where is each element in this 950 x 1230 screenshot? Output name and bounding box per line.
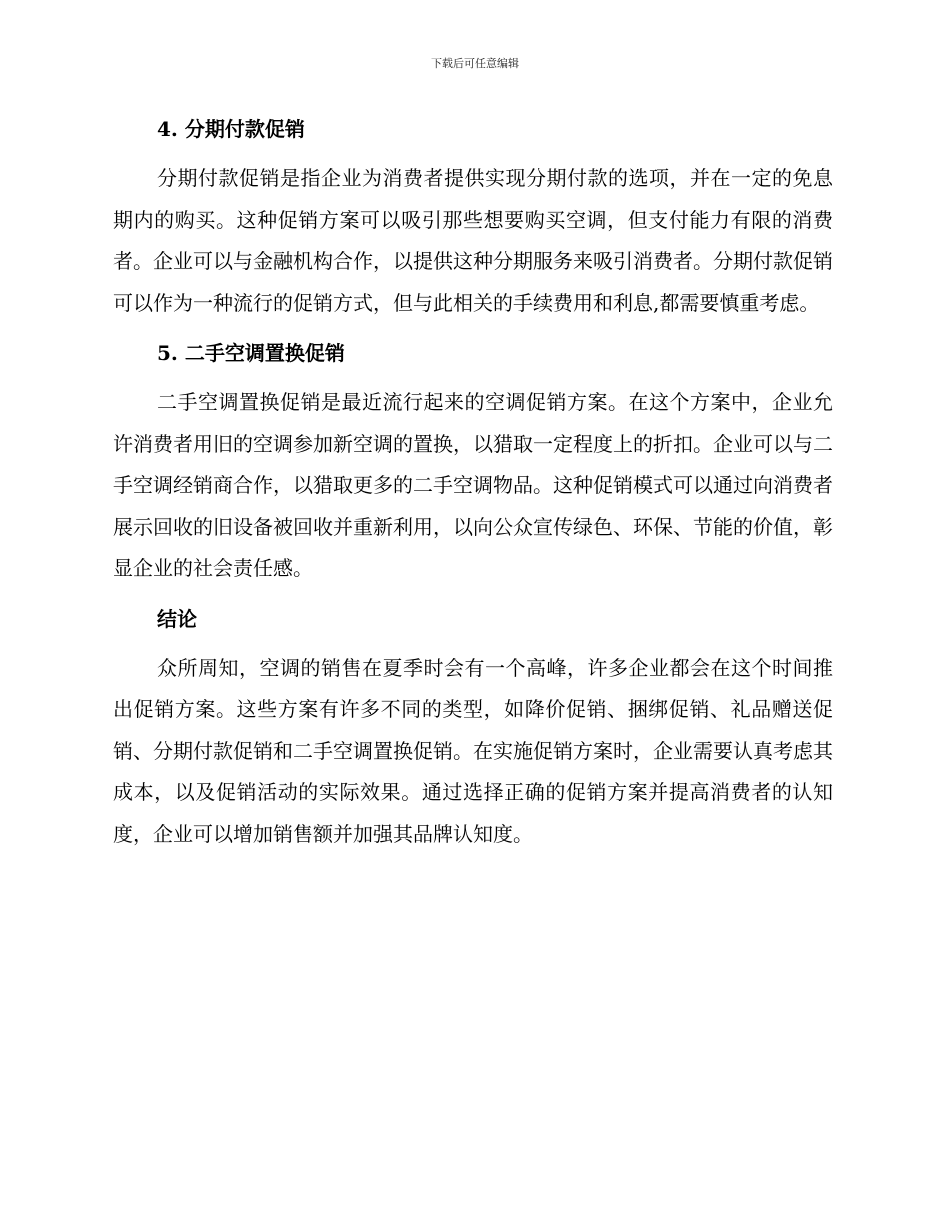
- section-heading: 结论: [157, 606, 197, 631]
- section-paragraph: 分期付款促销是指企业为消费者提供实现分期付款的选项，并在一定的免息期内的购买。这种促销方案可以吸引那些想要购买空调，但支付能力有限的消费者。企业可以与金融机构合作，以提供这种分期服务来吸引消费者。分期付款促销可以作为一种流行的促销方式，但与此相关的手续费用和利息,都需要慎重考虑。: [113, 166, 833, 315]
- section-paragraph: 二手空调置换促销是最近流行起来的空调促销方案。在这个方案中，企业允许消费者用旧的空调参加新空调的置换，以猎取一定程度上的折扣。企业可以与二手空调经销商合作，以猎取更多的二手空调物品。这种促销模式可以通过向消费者展示回收的旧设备被回收并重新利用，以向公众宣传绿色、环保、节能的价值，彰显企业的社会责任感。: [113, 390, 833, 580]
- section-paragraph: 众所周知，空调的销售在夏季时会有一个高峰，许多企业都会在这个时间推出促销方案。这些方案有许多不同的类型，如降价促销、捆绑促销、礼品赠送促销、分期付款促销和二手空调置换促销。在实施促销方案时，企业需要认真考虑其成本，以及促销活动的实际效果。通过选择正确的促销方案并提高消费者的认知度，企业可以增加销售额并加强其品牌认知度。: [113, 655, 833, 846]
- section-heading: 4. 分期付款促销: [157, 117, 305, 141]
- document-body: [113, 108, 833, 863]
- section-installment-promotion: [113, 108, 833, 324]
- section-conclusion: [113, 598, 833, 856]
- section-heading: 5. 二手空调置换促销: [157, 341, 345, 365]
- header-note: 下载后可任意编辑: [431, 57, 519, 70]
- section-trade-in-promotion: [113, 332, 833, 590]
